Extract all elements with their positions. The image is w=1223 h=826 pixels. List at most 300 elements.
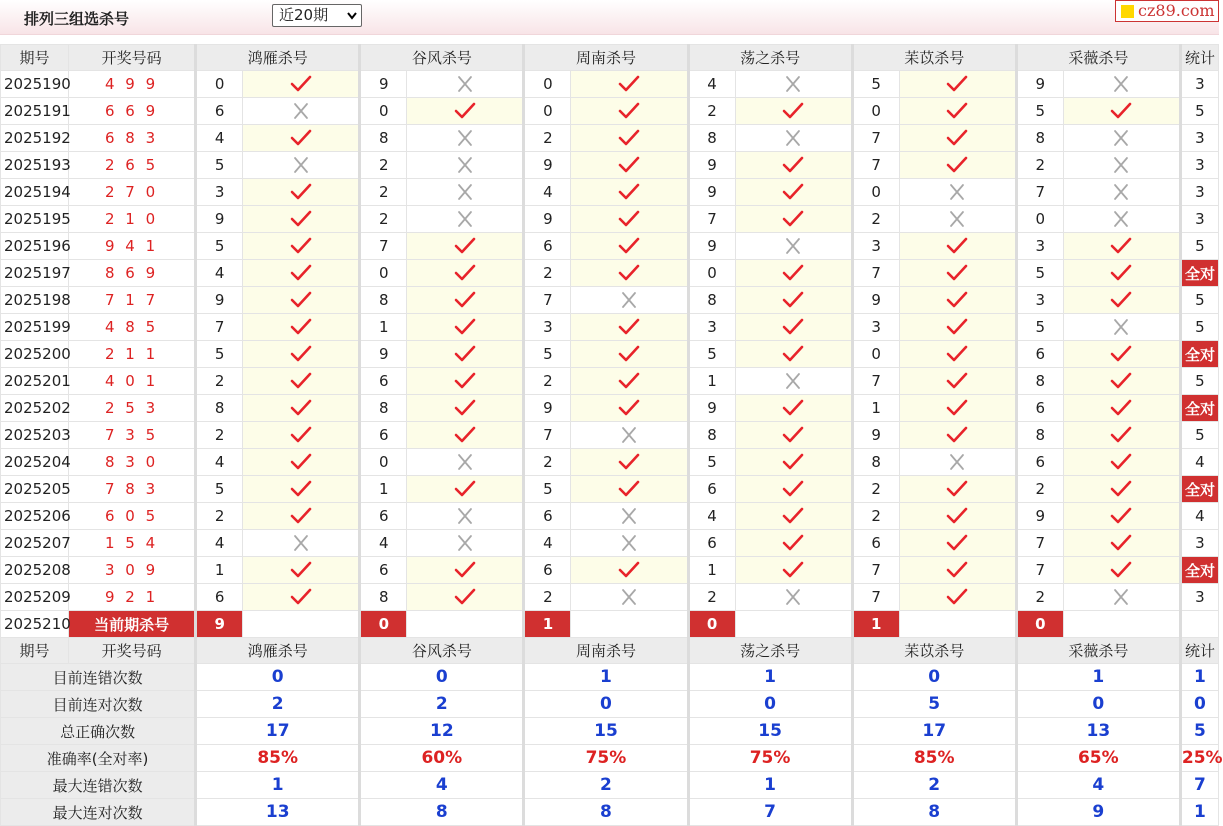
kill-number-cell: 5 — [196, 341, 243, 368]
cross-icon — [1063, 314, 1180, 341]
check-icon — [243, 287, 360, 314]
kill-number-cell: 4 — [524, 179, 571, 206]
check-icon — [1063, 260, 1180, 287]
kill-number-cell: 0 — [360, 260, 407, 287]
kill-number-cell: 2 — [524, 449, 571, 476]
check-icon — [243, 125, 360, 152]
stats-value: 2 — [196, 691, 360, 718]
check-icon — [1063, 395, 1180, 422]
kill-number-cell: 0 — [196, 71, 243, 98]
current-kill-number: 0 — [360, 611, 407, 638]
kill-number-cell: 2 — [196, 422, 243, 449]
kill-number-cell: 2 — [524, 368, 571, 395]
stats-total: 0 — [1180, 691, 1218, 718]
cross-icon — [899, 449, 1016, 476]
kill-number-cell: 6 — [524, 557, 571, 584]
kill-number-cell: 6 — [360, 368, 407, 395]
table-row — [1, 287, 1219, 314]
check-icon — [1063, 476, 1180, 503]
stats-value: 85% — [196, 745, 360, 772]
kill-number-cell: 4 — [196, 125, 243, 152]
stats-value: 0 — [524, 691, 688, 718]
kill-number-cell: 3 — [196, 179, 243, 206]
stats-value: 13 — [1016, 718, 1180, 745]
all-correct-badge: 全对 — [1180, 341, 1218, 368]
check-icon — [571, 179, 688, 206]
kill-number-cell: 8 — [360, 287, 407, 314]
kill-number-cell: 5 — [196, 476, 243, 503]
check-icon — [899, 557, 1016, 584]
bottom-header-row — [1, 638, 1219, 664]
kill-number-cell: 7 — [852, 368, 899, 395]
check-icon — [899, 152, 1016, 179]
kill-number-cell: 8 — [360, 395, 407, 422]
check-icon — [407, 395, 524, 422]
check-icon — [735, 341, 852, 368]
kill-number-cell: 3 — [1016, 233, 1063, 260]
check-icon — [899, 368, 1016, 395]
stats-count-cell: 5 — [1180, 314, 1218, 341]
kill-number-cell: 1 — [688, 368, 735, 395]
issue-cell: 2025209 — [1, 584, 69, 611]
kill-number-cell: 8 — [688, 125, 735, 152]
cross-icon — [407, 179, 524, 206]
header-expert: 周南杀号 — [524, 638, 688, 664]
table-row — [1, 179, 1219, 206]
kill-number-cell: 6 — [1016, 449, 1063, 476]
kill-number-cell: 4 — [360, 530, 407, 557]
stats-label: 目前连对次数 — [1, 691, 196, 718]
kill-number-cell: 8 — [196, 395, 243, 422]
check-icon — [243, 368, 360, 395]
issue-cell: 2025204 — [1, 449, 69, 476]
kill-number-cell: 6 — [196, 584, 243, 611]
draw-number-cell: 6 6 9 — [69, 98, 196, 125]
cross-icon — [407, 125, 524, 152]
kill-number-cell: 6 — [524, 233, 571, 260]
logo-text: cz89.com — [1138, 1, 1215, 20]
header-draw: 开奖号码 — [69, 638, 196, 664]
kill-number-cell: 5 — [524, 476, 571, 503]
stats-value: 7 — [688, 799, 852, 826]
check-icon — [735, 98, 852, 125]
cross-icon — [1063, 152, 1180, 179]
check-icon — [899, 476, 1016, 503]
check-icon — [571, 206, 688, 233]
empty-cell — [1180, 611, 1218, 638]
kill-number-cell: 9 — [1016, 503, 1063, 530]
kill-number-cell: 3 — [1016, 287, 1063, 314]
header-expert: 谷风杀号 — [360, 638, 524, 664]
check-icon — [1063, 422, 1180, 449]
check-icon — [571, 368, 688, 395]
check-icon — [899, 98, 1016, 125]
stats-label: 准确率(全对率) — [1, 745, 196, 772]
kill-number-cell: 6 — [688, 530, 735, 557]
page-title: 排列三组选杀号 — [24, 10, 130, 28]
check-icon — [407, 476, 524, 503]
check-icon — [243, 341, 360, 368]
kill-number-cell: 7 — [1016, 557, 1063, 584]
kill-number-cell: 2 — [1016, 476, 1063, 503]
table-row — [1, 503, 1219, 530]
stats-value: 9 — [1016, 799, 1180, 826]
check-icon — [899, 71, 1016, 98]
cross-icon — [571, 287, 688, 314]
kill-number-cell: 8 — [1016, 368, 1063, 395]
draw-number-cell: 4 9 9 — [69, 71, 196, 98]
draw-number-cell: 1 5 4 — [69, 530, 196, 557]
cross-icon — [243, 152, 360, 179]
check-icon — [243, 71, 360, 98]
draw-number-cell: 2 7 0 — [69, 179, 196, 206]
table-row — [1, 557, 1219, 584]
check-icon — [571, 314, 688, 341]
kill-number-cell: 1 — [360, 314, 407, 341]
top-bar — [0, 0, 1219, 35]
issue-cell: 2025198 — [1, 287, 69, 314]
kill-number-cell: 0 — [688, 260, 735, 287]
stats-row — [1, 691, 1219, 718]
check-icon — [1063, 503, 1180, 530]
stats-label: 最大连错次数 — [1, 772, 196, 799]
stats-count-cell: 3 — [1180, 584, 1218, 611]
check-icon — [243, 476, 360, 503]
stats-value: 85% — [852, 745, 1016, 772]
draw-number-cell: 8 6 9 — [69, 260, 196, 287]
issue-cell: 2025205 — [1, 476, 69, 503]
stats-count-cell: 3 — [1180, 206, 1218, 233]
logo-square-icon — [1121, 5, 1134, 18]
header-expert: 荡之杀号 — [688, 45, 852, 71]
table-row — [1, 395, 1219, 422]
issue-cell: 2025193 — [1, 152, 69, 179]
table-row — [1, 584, 1219, 611]
kill-number-cell: 8 — [1016, 125, 1063, 152]
check-icon — [243, 314, 360, 341]
header-draw: 开奖号码 — [69, 45, 196, 71]
kill-number-cell: 5 — [688, 449, 735, 476]
kill-number-cell: 9 — [688, 152, 735, 179]
kill-number-cell: 8 — [688, 422, 735, 449]
check-icon — [899, 422, 1016, 449]
kill-number-cell: 5 — [196, 233, 243, 260]
kill-number-cell: 2 — [524, 260, 571, 287]
kill-number-cell: 9 — [196, 287, 243, 314]
stats-label: 总正确次数 — [1, 718, 196, 745]
table-row — [1, 98, 1219, 125]
cross-icon — [571, 584, 688, 611]
kill-number-cell: 1 — [360, 476, 407, 503]
table-row — [1, 341, 1219, 368]
all-correct-badge: 全对 — [1180, 557, 1218, 584]
period-select[interactable] — [272, 4, 362, 27]
check-icon — [735, 476, 852, 503]
stats-value: 15 — [524, 718, 688, 745]
kill-number-cell: 6 — [1016, 341, 1063, 368]
cross-icon — [735, 233, 852, 260]
kill-number-cell: 9 — [196, 206, 243, 233]
kill-number-cell: 4 — [196, 449, 243, 476]
kill-number-cell: 6 — [852, 530, 899, 557]
issue-cell: 2025206 — [1, 503, 69, 530]
table-row — [1, 71, 1219, 98]
draw-number-cell: 7 8 3 — [69, 476, 196, 503]
stats-label: 最大连对次数 — [1, 799, 196, 826]
kill-number-cell: 9 — [524, 206, 571, 233]
kill-number-cell: 7 — [852, 557, 899, 584]
stats-label: 目前连错次数 — [1, 664, 196, 691]
kill-number-cell: 7 — [852, 584, 899, 611]
check-icon — [735, 152, 852, 179]
check-icon — [735, 503, 852, 530]
kill-number-cell: 2 — [360, 152, 407, 179]
header-issue: 期号 — [1, 638, 69, 664]
chevron-down-icon — [347, 12, 357, 20]
kill-number-cell: 9 — [852, 422, 899, 449]
check-icon — [407, 557, 524, 584]
check-icon — [407, 368, 524, 395]
stats-value: 17 — [852, 718, 1016, 745]
check-icon — [1063, 341, 1180, 368]
check-icon — [571, 260, 688, 287]
kill-number-cell: 5 — [1016, 98, 1063, 125]
cross-icon — [407, 71, 524, 98]
check-icon — [735, 287, 852, 314]
kill-number-cell: 8 — [1016, 422, 1063, 449]
current-kill-number: 1 — [852, 611, 899, 638]
kill-number-cell: 2 — [196, 503, 243, 530]
kill-number-cell: 1 — [852, 395, 899, 422]
stats-count-cell: 4 — [1180, 503, 1218, 530]
check-icon — [1063, 530, 1180, 557]
check-icon — [899, 125, 1016, 152]
stats-count-cell: 5 — [1180, 422, 1218, 449]
kill-number-cell: 3 — [852, 314, 899, 341]
all-correct-badge: 全对 — [1180, 476, 1218, 503]
stats-count-cell: 3 — [1180, 152, 1218, 179]
draw-number-cell: 7 1 7 — [69, 287, 196, 314]
stats-value: 5 — [852, 691, 1016, 718]
stats-count-cell: 3 — [1180, 179, 1218, 206]
check-icon — [407, 341, 524, 368]
kill-number-cell: 9 — [688, 395, 735, 422]
draw-number-cell: 6 8 3 — [69, 125, 196, 152]
stats-value: 13 — [196, 799, 360, 826]
kill-number-cell: 4 — [524, 530, 571, 557]
site-logo[interactable] — [1115, 0, 1219, 22]
stats-value: 60% — [360, 745, 524, 772]
stats-value: 0 — [1016, 691, 1180, 718]
stats-total: 25% — [1180, 745, 1218, 772]
check-icon — [735, 449, 852, 476]
header-issue: 期号 — [1, 45, 69, 71]
stats-count-cell: 5 — [1180, 98, 1218, 125]
check-icon — [899, 314, 1016, 341]
kill-number-cell: 0 — [360, 449, 407, 476]
check-icon — [899, 503, 1016, 530]
current-kill-number: 0 — [1016, 611, 1063, 638]
stats-count-cell: 4 — [1180, 449, 1218, 476]
stats-value: 0 — [688, 691, 852, 718]
kill-number-cell: 4 — [688, 503, 735, 530]
kill-number-cell: 4 — [196, 530, 243, 557]
stats-value: 2 — [524, 772, 688, 799]
check-icon — [571, 341, 688, 368]
check-icon — [571, 449, 688, 476]
kill-number-cell: 2 — [1016, 152, 1063, 179]
draw-number-cell: 3 0 9 — [69, 557, 196, 584]
kill-number-cell: 9 — [524, 395, 571, 422]
stats-row — [1, 718, 1219, 745]
kill-number-cell: 8 — [852, 449, 899, 476]
kill-number-cell: 6 — [360, 422, 407, 449]
stats-value: 1 — [688, 664, 852, 691]
header-expert: 苿苡杀号 — [852, 45, 1016, 71]
stats-total: 1 — [1180, 664, 1218, 691]
draw-number-cell: 8 3 0 — [69, 449, 196, 476]
issue-cell: 2025203 — [1, 422, 69, 449]
kill-number-cell: 9 — [524, 152, 571, 179]
stats-value: 0 — [852, 664, 1016, 691]
issue-cell: 2025194 — [1, 179, 69, 206]
header-stats: 统计 — [1180, 638, 1218, 664]
stats-count-cell: 5 — [1180, 368, 1218, 395]
check-icon — [1063, 233, 1180, 260]
kill-number-cell: 2 — [688, 98, 735, 125]
issue-cell: 2025192 — [1, 125, 69, 152]
check-icon — [899, 584, 1016, 611]
kill-number-cell: 4 — [688, 71, 735, 98]
table-row — [1, 422, 1219, 449]
kill-number-cell: 1 — [196, 557, 243, 584]
cross-icon — [735, 71, 852, 98]
empty-cell — [407, 611, 524, 638]
draw-number-cell: 2 6 5 — [69, 152, 196, 179]
kill-number-cell: 6 — [360, 557, 407, 584]
draw-number-cell: 9 4 1 — [69, 233, 196, 260]
check-icon — [571, 233, 688, 260]
check-icon — [407, 98, 524, 125]
kill-number-cell: 5 — [1016, 260, 1063, 287]
check-icon — [407, 233, 524, 260]
issue-cell: 2025202 — [1, 395, 69, 422]
check-icon — [735, 395, 852, 422]
issue-cell: 2025208 — [1, 557, 69, 584]
issue-cell: 2025199 — [1, 314, 69, 341]
check-icon — [407, 287, 524, 314]
check-icon — [899, 287, 1016, 314]
issue-cell: 2025191 — [1, 98, 69, 125]
check-icon — [407, 260, 524, 287]
kill-number-cell: 7 — [196, 314, 243, 341]
period-select-value: 近20期 — [279, 6, 329, 24]
kill-number-cell: 5 — [1016, 314, 1063, 341]
stats-total: 7 — [1180, 772, 1218, 799]
kill-number-cell: 5 — [688, 341, 735, 368]
kill-number-cell: 9 — [1016, 71, 1063, 98]
empty-cell — [899, 611, 1016, 638]
issue-cell: 2025201 — [1, 368, 69, 395]
current-issue-row — [1, 611, 1219, 638]
current-issue-cell: 2025210 — [1, 611, 69, 638]
stats-row — [1, 772, 1219, 799]
stats-value: 2 — [852, 772, 1016, 799]
check-icon — [571, 71, 688, 98]
check-icon — [735, 179, 852, 206]
stats-value: 8 — [524, 799, 688, 826]
kill-number-cell: 0 — [360, 98, 407, 125]
all-correct-badge: 全对 — [1180, 260, 1218, 287]
table-row — [1, 314, 1219, 341]
draw-number-cell: 4 8 5 — [69, 314, 196, 341]
check-icon — [571, 557, 688, 584]
kill-number-cell: 7 — [852, 125, 899, 152]
kill-number-cell: 7 — [360, 233, 407, 260]
check-icon — [1063, 449, 1180, 476]
header-expert: 鸿雁杀号 — [196, 45, 360, 71]
cross-icon — [571, 422, 688, 449]
header-expert: 采薇杀号 — [1016, 45, 1180, 71]
check-icon — [899, 341, 1016, 368]
check-icon — [243, 206, 360, 233]
kill-number-cell: 0 — [1016, 206, 1063, 233]
stats-row — [1, 664, 1219, 691]
table-row — [1, 125, 1219, 152]
kill-number-cell: 2 — [688, 584, 735, 611]
kill-number-cell: 6 — [524, 503, 571, 530]
table-row — [1, 368, 1219, 395]
stats-value: 15 — [688, 718, 852, 745]
issue-cell: 2025200 — [1, 341, 69, 368]
stats-value: 8 — [360, 799, 524, 826]
cross-icon — [1063, 206, 1180, 233]
cross-icon — [899, 206, 1016, 233]
stats-value: 0 — [360, 664, 524, 691]
kill-number-cell: 8 — [688, 287, 735, 314]
kill-number-cell: 7 — [1016, 530, 1063, 557]
table-row — [1, 260, 1219, 287]
header-expert: 荡之杀号 — [688, 638, 852, 664]
stats-value: 75% — [524, 745, 688, 772]
header-stats: 统计 — [1180, 45, 1218, 71]
cross-icon — [407, 152, 524, 179]
stats-total: 1 — [1180, 799, 1218, 826]
kill-number-cell: 9 — [852, 287, 899, 314]
issue-cell: 2025196 — [1, 233, 69, 260]
current-kill-number: 0 — [688, 611, 735, 638]
stats-row — [1, 745, 1219, 772]
stats-value: 1 — [524, 664, 688, 691]
cross-icon — [1063, 125, 1180, 152]
kill-number-cell: 2 — [1016, 584, 1063, 611]
kill-number-cell: 2 — [360, 179, 407, 206]
cross-icon — [571, 503, 688, 530]
stats-count-cell: 5 — [1180, 287, 1218, 314]
stats-value: 1 — [688, 772, 852, 799]
kill-number-cell: 0 — [852, 341, 899, 368]
stats-count-cell: 5 — [1180, 233, 1218, 260]
check-icon — [407, 314, 524, 341]
cross-icon — [243, 530, 360, 557]
check-icon — [243, 395, 360, 422]
check-icon — [243, 233, 360, 260]
draw-number-cell: 2 1 0 — [69, 206, 196, 233]
stats-count-cell: 3 — [1180, 530, 1218, 557]
stats-value: 12 — [360, 718, 524, 745]
kill-number-cell: 8 — [360, 584, 407, 611]
kill-number-cell: 2 — [196, 368, 243, 395]
